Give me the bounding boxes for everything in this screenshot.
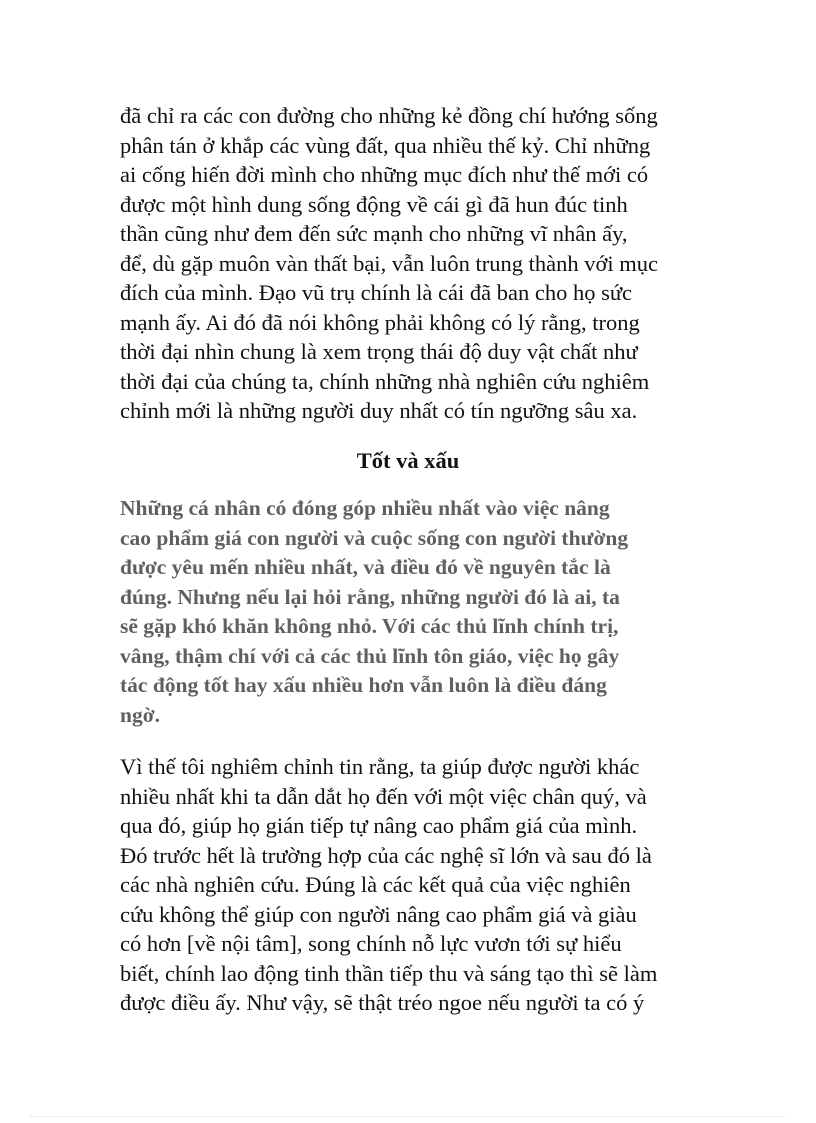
text-line: được yêu mến nhiều nhất, và điều đó về nguyên tắc là (120, 555, 611, 579)
text-line: tác động tốt hay xấu nhiều hơn vẫn luôn là điều đáng (120, 673, 607, 697)
text-line: biết, chính lao động tinh thần tiếp thu và sáng tạo thì sẽ làm (120, 960, 658, 986)
text-line: thời đại nhìn chung là xem trọng thái độ duy vật chất như (120, 339, 638, 364)
text-line: cứu không thể giúp con người nâng cao phẩm giá và giàu (120, 901, 637, 927)
text-line: có hơn [về nội tâm], song chính nỗ lực vươn tới sự hiểu (120, 931, 622, 956)
text-line: đã chỉ ra các con đường cho những kẻ đồng chí hướng sống (120, 103, 658, 128)
text-line: sẽ gặp khó khăn không nhỏ. Với các thủ lĩnh chính trị, (120, 614, 619, 638)
text-line: các nhà nghiên cứu. Đúng là các kết quả của việc nghiên (120, 872, 631, 897)
text-line: thần cũng như đem đến sức mạnh cho những vĩ nhân ấy, (120, 221, 628, 246)
text-line: qua đó, giúp họ gián tiếp tự nâng cao phẩm giá của mình. (120, 813, 638, 838)
paragraph-2-highlighted (120, 494, 720, 730)
text-line: được điều ấy. Như vậy, sẽ thật tréo ngoe nếu người ta có ý (120, 990, 645, 1015)
text-line: Những cá nhân có đóng góp nhiều nhất vào việc nâng (120, 496, 610, 520)
text-line: cao phẩm giá con người và cuộc sống con người thường (120, 525, 629, 550)
text-line: nhiều nhất khi ta dẫn dắt họ đến với một việc chân quý, và (120, 783, 647, 809)
text-line: đúng. Nhưng nếu lại hỏi rằng, những người đó là ai, ta (120, 584, 620, 609)
text-line: để, dù gặp muôn vàn thất bại, vẫn luôn trung thành với mục (120, 250, 659, 276)
text-line: thời đại của chúng ta, chính những nhà nghiên cứu nghiêm (120, 368, 650, 394)
text-line: vâng, thậm chí với cả các thủ lĩnh tôn giáo, việc họ gây (120, 643, 620, 668)
text-line: ngờ. (120, 702, 160, 727)
paragraph-1 (120, 101, 720, 426)
section-heading: Tốt và xấu (356, 448, 460, 473)
paragraph-3 (120, 752, 720, 1018)
text-line: ai cống hiến đời mình cho những mục đích như thế mới có (120, 162, 649, 187)
text-line: phân tán ở khắp các vùng đất, qua nhiều thế kỷ. Chỉ những (120, 132, 651, 158)
text-line: chỉnh mới là những người duy nhất có tín ngưỡng sâu xa. (120, 398, 638, 423)
page-bottom-rule (30, 1116, 786, 1117)
text-line: đích của mình. Đạo vũ trụ chính là cái đã ban cho họ sức (120, 280, 633, 305)
text-line: được một hình dung sống động về cái gì đã hun đúc tinh (120, 191, 628, 217)
text-line: mạnh ấy. Ai đó đã nói không phải không có lý rằng, trong (120, 309, 640, 335)
text-line: Vì thế tôi nghiêm chỉnh tin rằng, ta giúp được người khác (120, 754, 640, 779)
text-line: Đó trước hết là trường hợp của các nghệ sĩ lớn và sau đó là (120, 842, 652, 868)
